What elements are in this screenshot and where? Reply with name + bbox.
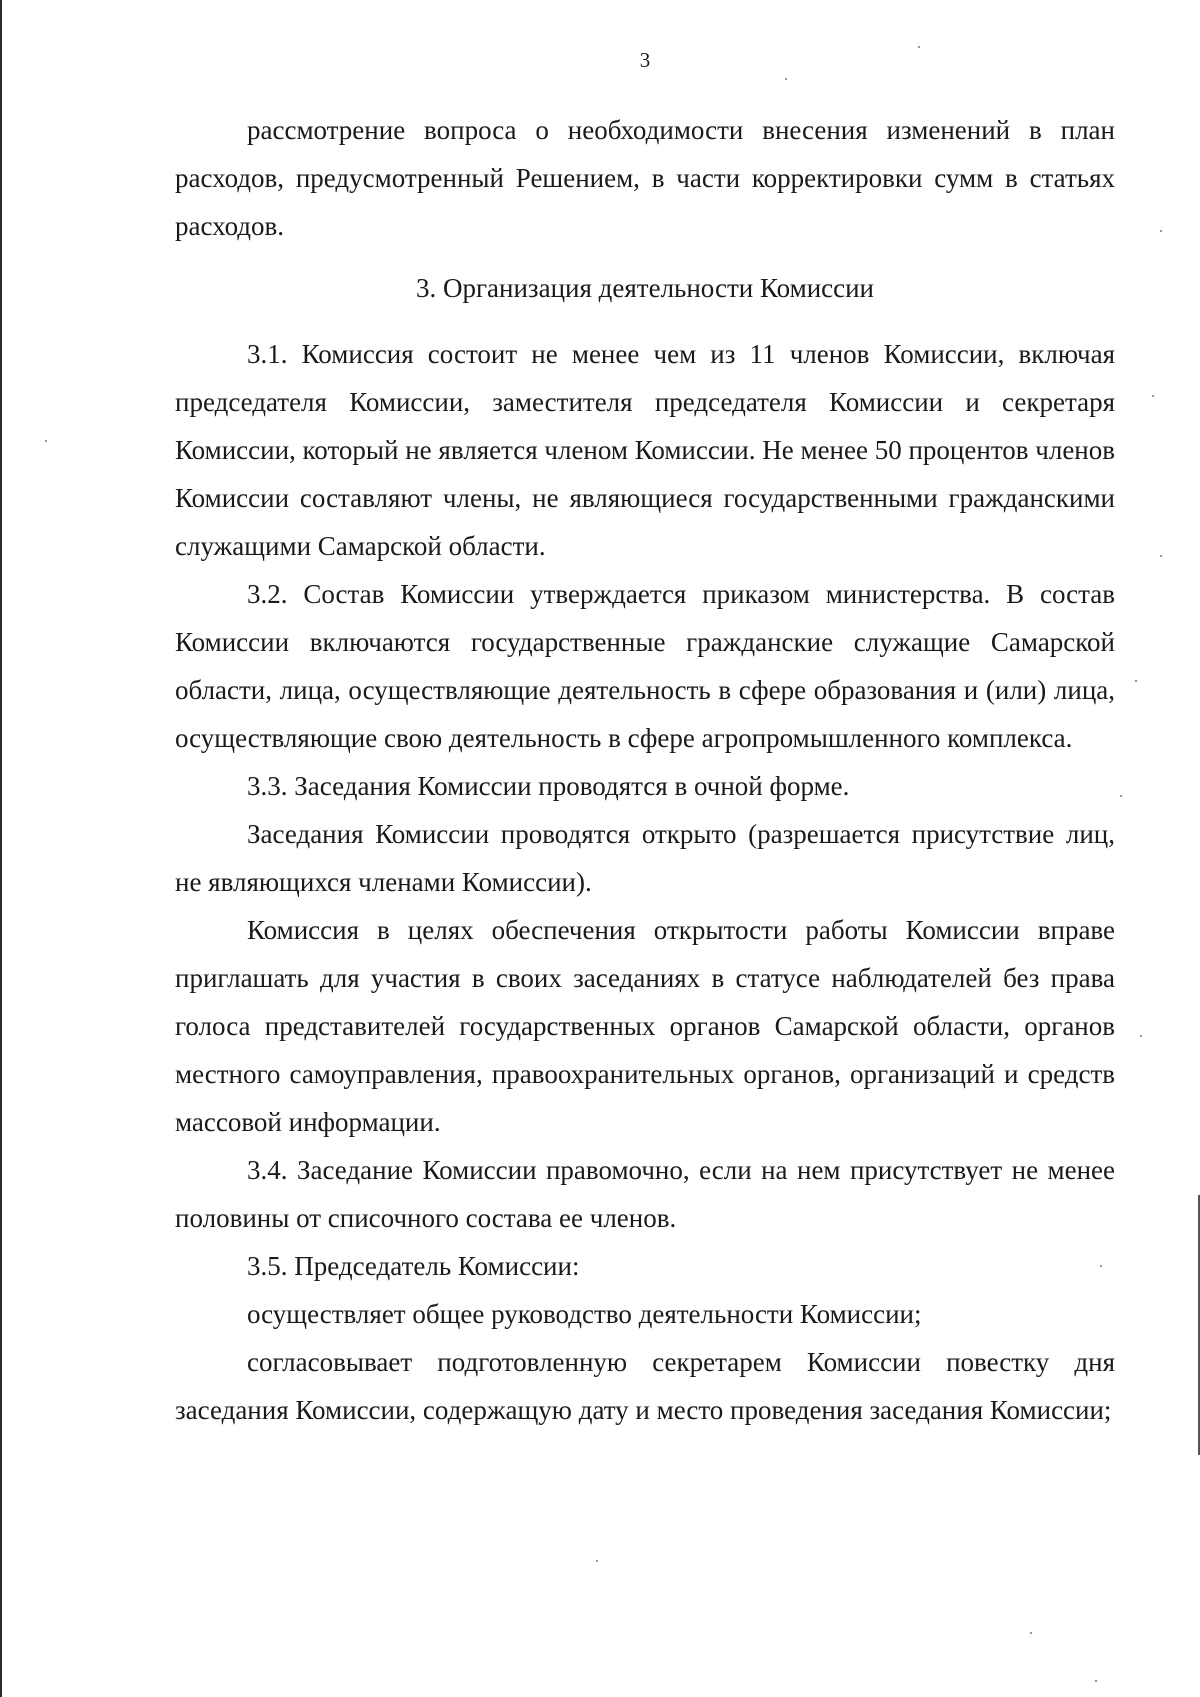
paragraph-general-management: осуществляет общее руководство деятельности Комиссии; bbox=[247, 1299, 922, 1329]
paragraph-continuation: рассмотрение вопроса о необходимости внесения изменений в план расходов, предусмотренный Решением, в части корректировки сумм в статьях расходов. bbox=[175, 115, 1115, 241]
scan-speck bbox=[1160, 230, 1162, 232]
scan-speck bbox=[1095, 1680, 1097, 1682]
paragraph-open-sessions: Заседания Комиссии проводятся открыто (разрешается присутствие лиц, не являющихся членами Комиссии). bbox=[175, 819, 1115, 897]
paragraph-3-3: 3.3. Заседания Комиссии проводятся в очной форме. bbox=[247, 771, 850, 801]
scan-speck bbox=[1120, 795, 1122, 797]
scan-speck bbox=[596, 1560, 598, 1562]
scan-speck bbox=[1160, 555, 1162, 557]
scan-speck bbox=[1100, 1265, 1102, 1267]
paragraph-agenda: согласовывает подготовленную секретарем Комиссии повестку дня заседания Комиссии, содержащую дату и место проведения заседания Комиссии; bbox=[175, 1347, 1115, 1425]
scan-speck bbox=[1152, 395, 1154, 397]
document-body bbox=[175, 106, 1115, 1434]
paragraph-3-4: 3.4. Заседание Комиссии правомочно, если на нем присутствует не менее половины от списочного состава ее членов. bbox=[175, 1155, 1115, 1233]
scan-speck bbox=[1140, 1035, 1142, 1037]
paragraph-3-5: 3.5. Председатель Комиссии: bbox=[247, 1251, 580, 1281]
scan-speck bbox=[1030, 1632, 1032, 1634]
paragraph-3-2: 3.2. Состав Комиссии утверждается приказом министерства. В состав Комиссии включаются государственные гражданские служащие Самарской области, лица, осуществляющие деятельность в сфере образования и (или) лица, осуществляющие свою деятельность в сфере агропромышленного комплекса. bbox=[175, 579, 1115, 753]
scan-speck bbox=[785, 78, 787, 80]
scan-speck bbox=[1135, 680, 1137, 682]
scan-speck bbox=[918, 46, 920, 48]
scan-speck bbox=[45, 440, 47, 442]
page-number: 3 bbox=[639, 48, 651, 72]
paragraph-observers: Комиссия в целях обеспечения открытости работы Комиссии вправе приглашать для участия в своих заседаниях в статусе наблюдателей без права голоса представителей государственных органов Самарской области, органов местного самоуправления, правоохранительных органов, организаций и средств массовой информации. bbox=[175, 915, 1115, 1137]
scan-edge-left bbox=[0, 0, 2, 1697]
paragraph-3-1: 3.1. Комиссия состоит не менее чем из 11 членов Комиссии, включая председателя Комиссии, заместителя председателя Комиссии и секретаря Комиссии, который не является членом Комиссии. Не менее 50 процентов членов Комиссии составляют члены, не являющиеся государственными гражданскими служащими Самарской области. bbox=[175, 339, 1115, 561]
section-heading: 3. Организация деятельности Комиссии bbox=[415, 273, 875, 303]
